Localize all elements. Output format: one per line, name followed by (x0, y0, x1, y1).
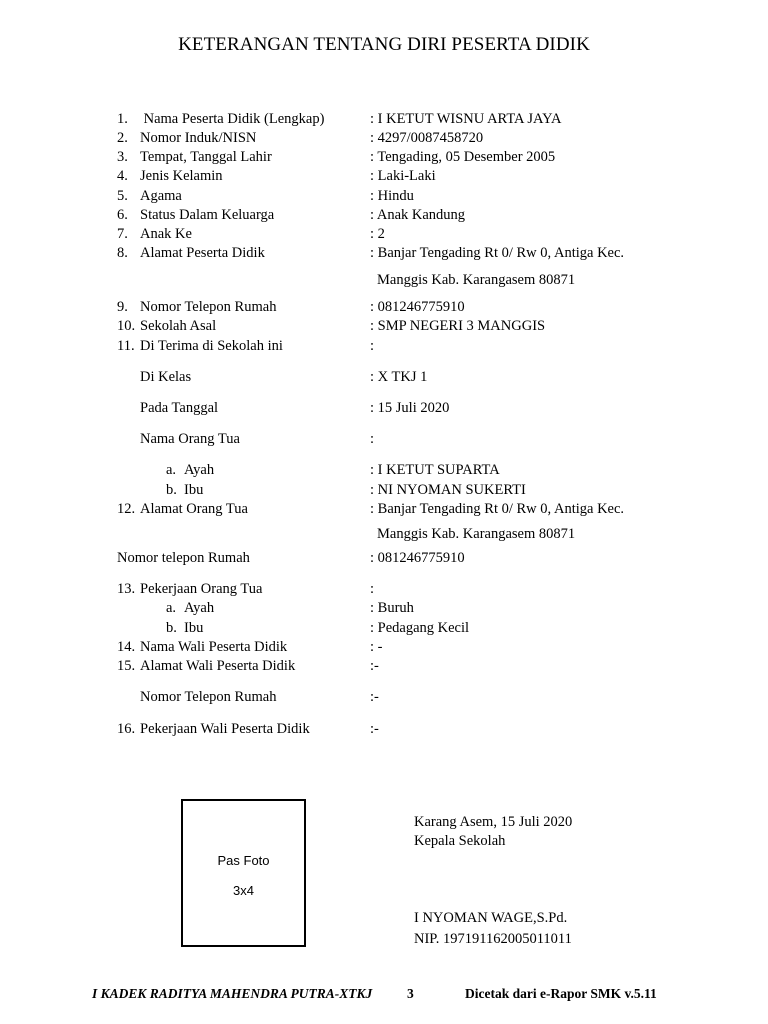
field-number: 4. (117, 168, 128, 184)
photo-placeholder (181, 799, 306, 947)
field-letter: a. (166, 462, 177, 478)
field-value: : Tengading, 05 Desember 2005 (370, 149, 556, 165)
field-label: Ayah (184, 462, 215, 478)
field-label: Pekerjaan Wali Peserta Didik (140, 721, 310, 737)
field-value: : SMP NEGERI 3 MANGGIS (370, 318, 546, 334)
field-label: Nama Peserta Didik (Lengkap) (140, 111, 325, 127)
field-label: Nomor Induk/NISN (140, 130, 257, 146)
field-row-kelas (0, 367, 768, 387)
field-label: Nama Wali Peserta Didik (140, 639, 288, 655)
field-row-nama (0, 109, 768, 129)
field-row-alamat-orang-tua-cont (0, 524, 768, 544)
field-label: Agama (140, 188, 182, 204)
field-row-alamat-peserta (0, 243, 768, 263)
field-value: : Laki-Laki (370, 168, 436, 184)
field-row-telepon-wali (0, 687, 768, 707)
field-row-pekerjaan-ibu (0, 618, 768, 638)
signature-nip: NIP. 197191162005011011 (414, 931, 572, 947)
field-value: : Anak Kandung (370, 207, 466, 223)
field-row-alamat-peserta-cont (0, 270, 768, 290)
field-value: : 081246775910 (370, 299, 465, 315)
field-row-jenis-kelamin (0, 166, 768, 186)
field-value: : I KETUT WISNU ARTA JAYA (370, 111, 562, 127)
field-label: Pada Tanggal (140, 400, 219, 416)
field-row-agama (0, 186, 768, 206)
field-row-pekerjaan-orang-tua (0, 579, 768, 599)
field-label: Di Terima di Sekolah ini (140, 338, 283, 354)
signature-place-date: Karang Asem, 15 Juli 2020 (414, 814, 573, 830)
field-row-status-keluarga (0, 205, 768, 225)
field-value: : X TKJ 1 (370, 369, 428, 385)
field-number: 9. (117, 299, 128, 315)
field-number: 6. (117, 207, 128, 223)
field-value: : 4297/0087458720 (370, 130, 484, 146)
field-row-nama-orang-tua (0, 429, 768, 449)
field-row-nama-ibu (0, 480, 768, 500)
field-label: Ibu (184, 620, 204, 636)
field-letter: a. (166, 600, 177, 616)
field-label: Ayah (184, 600, 215, 616)
field-row-ttl (0, 147, 768, 167)
field-letter: b. (166, 482, 177, 498)
field-number: 2. (117, 130, 128, 146)
field-value: :- (370, 721, 379, 737)
field-value: : 081246775910 (370, 550, 465, 566)
field-number: 16. (117, 721, 136, 737)
field-label: Ibu (184, 482, 204, 498)
field-row-alamat-orang-tua (0, 499, 768, 519)
field-label: Jenis Kelamin (140, 168, 223, 184)
field-value: : (370, 338, 375, 354)
field-label: Status Dalam Keluarga (140, 207, 275, 223)
field-number: 1. (117, 111, 128, 127)
field-number: 12. (117, 501, 136, 517)
field-value: : 15 Juli 2020 (370, 400, 450, 416)
field-row-pekerjaan-ayah (0, 598, 768, 618)
field-row-nisn (0, 128, 768, 148)
field-label: Pekerjaan Orang Tua (140, 581, 263, 597)
field-letter: b. (166, 620, 177, 636)
field-value: : Hindu (370, 188, 414, 204)
field-row-telepon-orang-tua (0, 548, 768, 568)
field-number: 3. (117, 149, 128, 165)
field-row-telepon (0, 297, 768, 317)
field-label: Tempat, Tanggal Lahir (140, 149, 272, 165)
field-row-nama-wali (0, 637, 768, 657)
field-value: :- (370, 689, 379, 705)
field-label: Nama Orang Tua (140, 431, 240, 447)
field-row-nama-ayah (0, 460, 768, 480)
field-number: 15. (117, 658, 136, 674)
field-label: Di Kelas (140, 369, 192, 385)
field-value: : Pedagang Kecil (370, 620, 470, 636)
field-label: Sekolah Asal (140, 318, 217, 334)
photo-label: Pas Foto (217, 853, 270, 868)
field-value: : - (370, 639, 383, 655)
field-label: Alamat Peserta Didik (140, 245, 265, 261)
field-label: Alamat Orang Tua (140, 501, 248, 517)
field-value: : NI NYOMAN SUKERTI (370, 482, 526, 498)
field-label: Anak Ke (140, 226, 192, 242)
photo-size-label: 3x4 (233, 883, 254, 898)
field-value-continuation: Manggis Kab. Karangasem 80871 (377, 526, 576, 542)
field-row-tanggal-diterima (0, 398, 768, 418)
field-row-diterima (0, 336, 768, 356)
field-row-alamat-wali (0, 656, 768, 676)
page-title: KETERANGAN TENTANG DIRI PESERTA DIDIK (178, 34, 590, 55)
field-label: Nomor Telepon Rumah (140, 689, 277, 705)
field-value: :- (370, 658, 379, 674)
field-value-continuation: Manggis Kab. Karangasem 80871 (377, 272, 576, 288)
field-row-sekolah-asal (0, 316, 768, 336)
field-number: 13. (117, 581, 136, 597)
field-value: : Banjar Tengading Rt 0/ Rw 0, Antiga Kec. (370, 501, 625, 517)
footer-student-name: I KADEK RADITYA MAHENDRA PUTRA-XTKJ (92, 986, 373, 1001)
footer-page-number: 3 (407, 986, 414, 1001)
field-label: Alamat Wali Peserta Didik (140, 658, 296, 674)
field-row-anak-ke (0, 224, 768, 244)
field-value: : (370, 581, 375, 597)
field-value: : 2 (370, 226, 385, 242)
field-number: 8. (117, 245, 128, 261)
footer-print-info: Dicetak dari e-Rapor SMK v.5.11 (465, 986, 657, 1001)
field-number: 7. (117, 226, 128, 242)
field-number: 5. (117, 188, 128, 204)
signature-position: Kepala Sekolah (414, 833, 506, 849)
field-number: 14. (117, 639, 136, 655)
field-value: : Banjar Tengading Rt 0/ Rw 0, Antiga Kec. (370, 245, 625, 261)
field-label: Nomor telepon Rumah (117, 550, 250, 566)
field-row-pekerjaan-wali (0, 719, 768, 739)
field-value: : I KETUT SUPARTA (370, 462, 500, 478)
field-label: Nomor Telepon Rumah (140, 299, 277, 315)
field-value: : (370, 431, 375, 447)
field-number: 10. (117, 318, 136, 334)
signature-name: I NYOMAN WAGE,S.Pd. (414, 910, 568, 926)
field-value: : Buruh (370, 600, 414, 616)
field-number: 11. (117, 338, 135, 354)
